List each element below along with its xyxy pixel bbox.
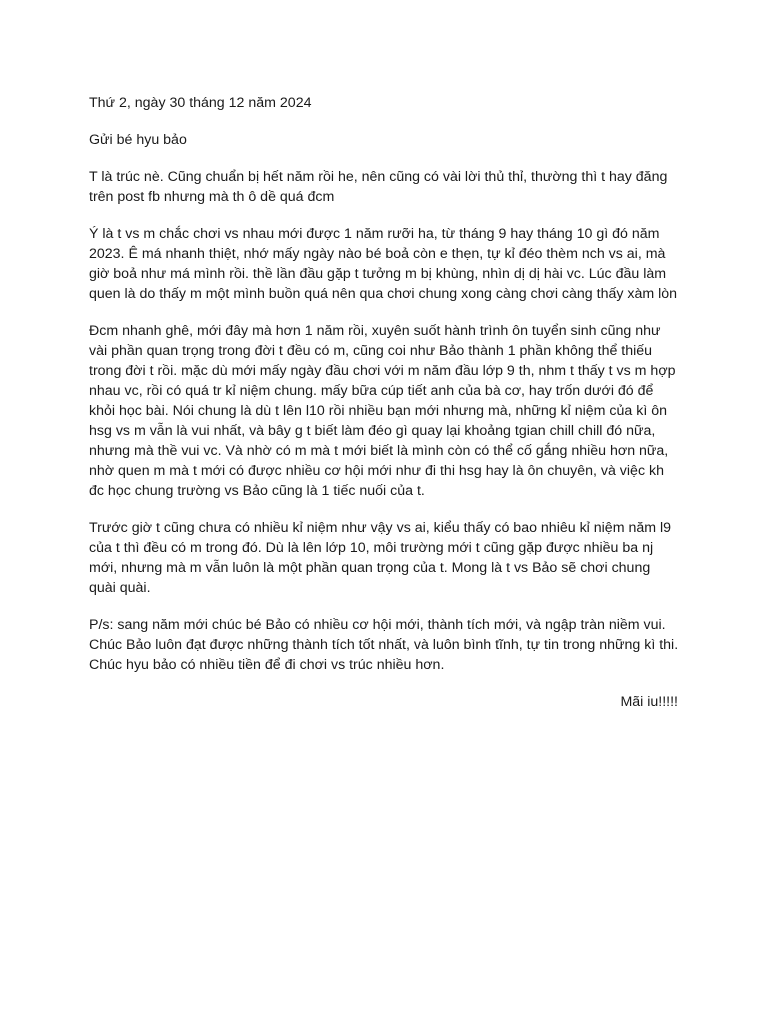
letter-date: Thứ 2, ngày 30 tháng 12 năm 2024 <box>89 95 312 111</box>
letter-paragraph-memories: Đcm nhanh ghê, mới đây mà hơn 1 năm rồi, xuyên suốt hành trình ôn tuyển sinh cũng như vài phần quan trọng trong đời t đều có m, cũng coi như Bảo thành 1 phần không thể thiếu trong đời t rồi. mặc dù mới mấy ngày đầu chơi với m năm đầu lớp 9 th, nhm t thấy t vs m hợp nhau vc, rồi có quá tr kỉ niệm chung. mấy bữa cúp tiết anh của bà cơ, hay trốn dưới đó để khỏi học bài. Nói chung là dù t lên l10 rồi nhiều bạn mới nhưng mà, những kỉ niệm của kì ôn hsg vs m vẫn là vui nhất, và bây g t biết làm đéo gì quay lại khoảng tgian chill chill đó nữa, nhưng mà thề vui vc. Và nhờ có m mà t mới biết là mình còn có thể cố gắng nhiều hơn nữa, nhờ quen m mà t mới có được nhiều cơ hội mới như đi thi hsg hay là ôn chuyên, và việc kh đc học chung trường vs Bảo cũng là 1 tiếc nuối của t. <box>89 323 676 499</box>
letter-paragraph-friendship: Ý là t vs m chắc chơi vs nhau mới được 1 năm rưỡi ha, từ tháng 9 hay tháng 10 gì đó năm 2023. Ê má nhanh thiệt, nhớ mấy ngày nào bé boả còn e thẹn, tự kỉ đéo thèm nch vs ai, mà giờ boả như má mình rồi. thề lần đầu gặp t tưởng m bị khùng, nhìn dị dị hài vc. Lúc đầu làm quen là do thấy m một mình buồn quá nên qua chơi chung xong càng chơi càng thấy xàm lòn <box>89 226 678 302</box>
letter-paragraph-intro: T là trúc nè. Cũng chuẩn bị hết năm rồi he, nên cũng có vài lời thủ thỉ, thường thì t hay đăng trên post fb nhưng mà th ô dề quá đcm <box>89 169 668 205</box>
letter-greeting: Gửi bé hyu bảo <box>89 132 187 148</box>
letter-paragraph-importance: Trước giờ t cũng chưa có nhiều kỉ niệm như vậy vs ai, kiểu thấy có bao nhiêu kỉ niệm năm l9 của t thì đều có m trong đó. Dù là lên lớp 10, môi trường mới t cũng gặp được nhiều ba nj mới, nhưng mà m vẫn luôn là một phần quan trọng của t. Mong là t vs Bảo sẽ chơi chung quài quài. <box>89 520 672 596</box>
letter-signoff: Mãi iu!!!!! <box>620 694 678 710</box>
letter-paragraph-postscript: P/s: sang năm mới chúc bé Bảo có nhiều cơ hội mới, thành tích mới, và ngập tràn niềm vui. Chúc Bảo luôn đạt được những thành tích tốt nhất, và luôn bình tĩnh, tự tin trong những kì thi. Chúc hyu bảo có nhiều tiền để đi chơi vs trúc nhiều hơn. <box>89 617 679 673</box>
